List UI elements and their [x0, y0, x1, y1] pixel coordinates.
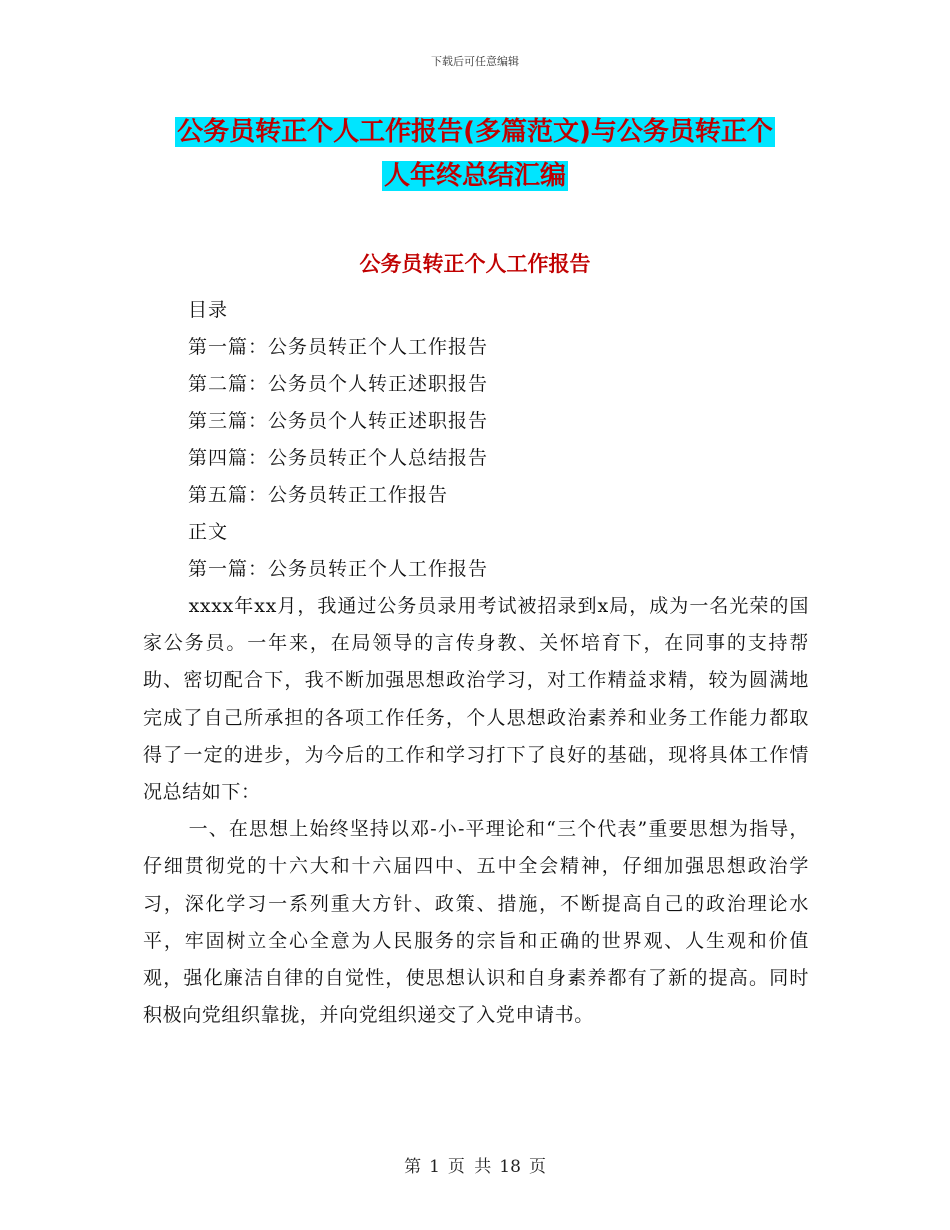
toc-item: 第四篇：公务员转正个人总结报告 [188, 447, 489, 469]
body-text [143, 588, 809, 1034]
toc-item: 第三篇：公务员个人转正述职报告 [188, 410, 489, 432]
footer-middle: 页 共 [447, 1157, 492, 1177]
toc-heading: 目录 [188, 299, 229, 321]
first-article-heading: 第一篇：公务员转正个人工作报告 [188, 558, 489, 580]
toc-item: 第一篇：公务员转正个人工作报告 [188, 336, 489, 358]
footer-prefix: 第 [404, 1157, 422, 1177]
body-paragraph: xxxx年xx月，我通过公务员录用考试被招录到x局，成为一名光荣的国家公务员。一年来，在局领导的言传身教、关怀培育下，在同事的支持帮助、密切配合下，我不断加强思想政治学习，对工作精益求精，较为圆满地完成了自己所承担的各项工作任务，个人思想政治素养和业务工作能力都取得了一定的进步，为今后的工作和学习打下了良好的基础，现将具体工作情况总结如下： [143, 595, 809, 804]
header-note: 下载后可任意编辑 [431, 55, 519, 68]
body-heading: 正文 [188, 521, 229, 543]
document-title-line-2: 人年终总结汇编 [383, 161, 566, 191]
toc-item: 第五篇：公务员转正工作报告 [188, 484, 449, 506]
page-footer [0, 1152, 950, 1177]
total-pages: 18 [499, 1157, 521, 1177]
section-title: 公务员转正个人工作报告 [359, 252, 591, 276]
toc-item: 第二篇：公务员个人转正述职报告 [188, 373, 489, 395]
page-number: 1 [429, 1157, 440, 1177]
document-title-line-1: 公务员转正个人工作报告(多篇范文)与公务员转正个 [177, 117, 773, 147]
document-title [140, 110, 810, 198]
footer-suffix: 页 [528, 1157, 546, 1177]
body-paragraph: 一、在思想上始终坚持以邓-小-平理论和“三个代表”重要思想为指导，仔细贯彻党的十六大和十六届四中、五中全会精神，仔细加强思想政治学习，深化学习一系列重大方针、政策、措施，不断提高自己的政治理论水平，牢固树立全心全意为人民服务的宗旨和正确的世界观、人生观和价值观，强化廉洁自律的自觉性，使思想认识和自身素养都有了新的提高。同时积极向党组织靠拢，并向党组织递交了入党申请书。 [143, 818, 809, 1027]
table-of-contents [188, 292, 828, 588]
